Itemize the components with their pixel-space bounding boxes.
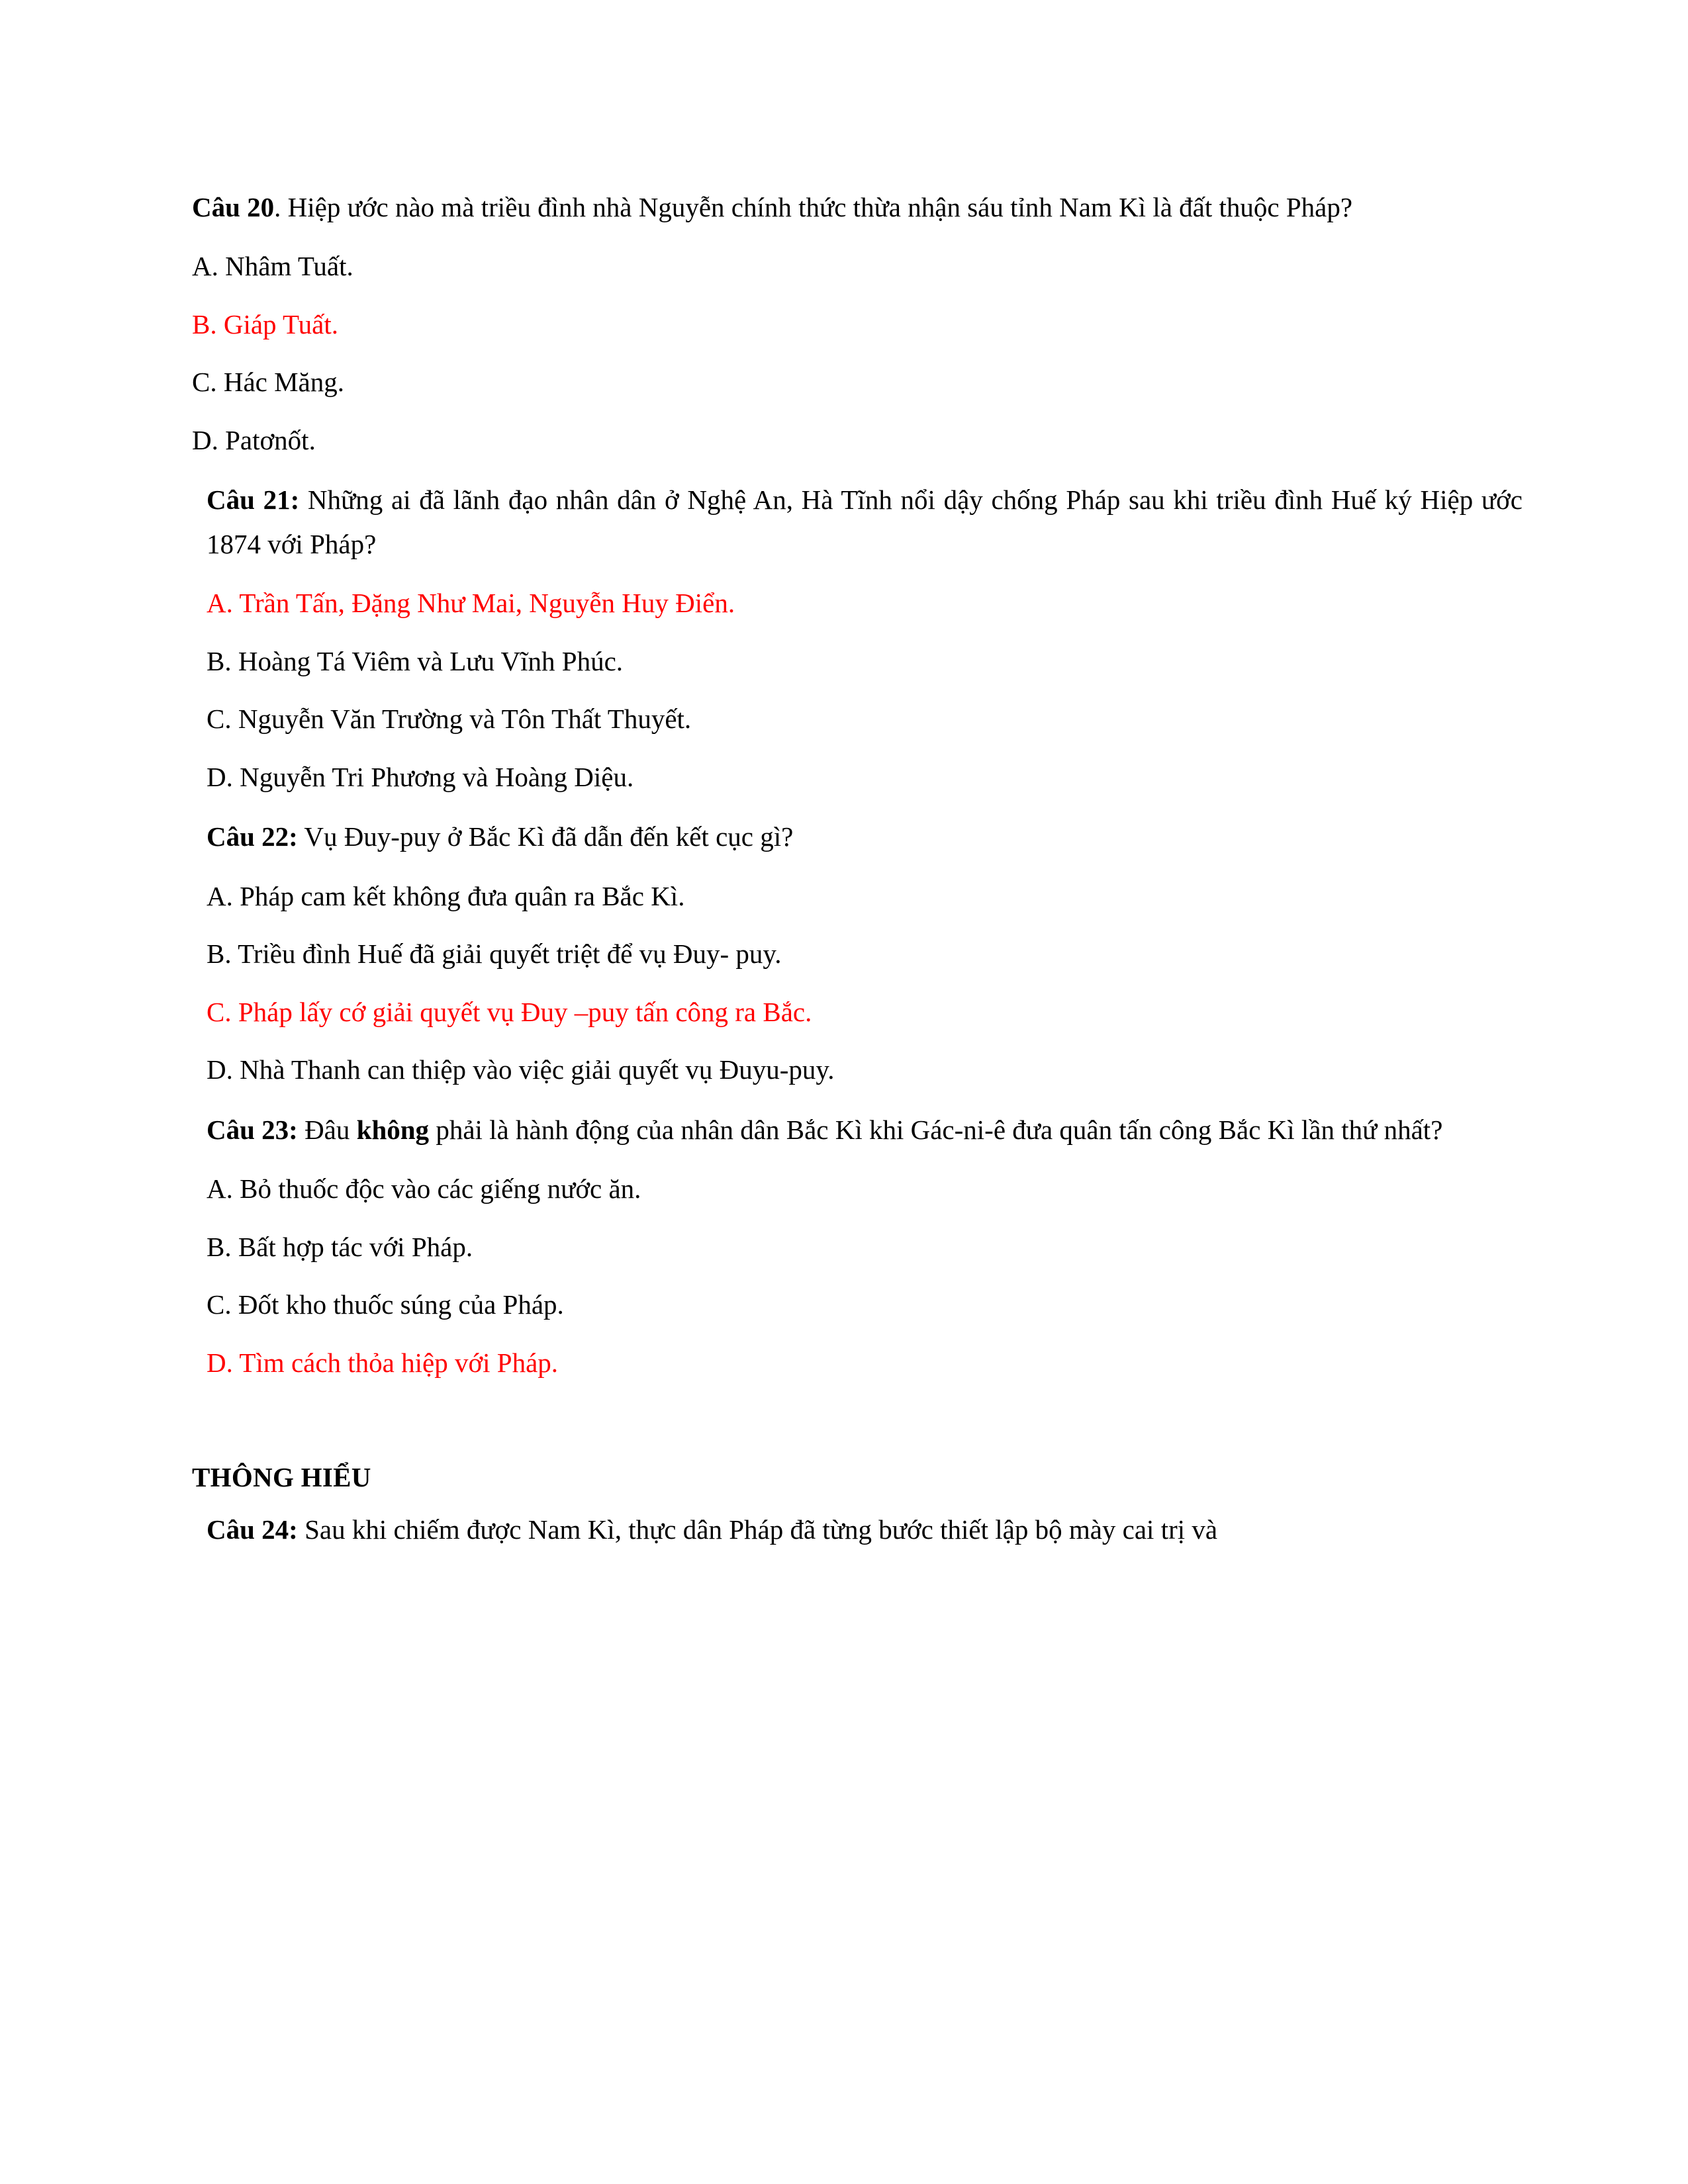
question-text-22: Vụ Đuy-puy ở Bắc Kì đã dẫn đến kết cục gì? — [297, 821, 794, 852]
question-label-20: Câu 20 — [192, 192, 275, 222]
option-22-d[interactable]: D. Nhà Thanh can thiệp vào việc giải quyết vụ Đuyu-puy. — [207, 1054, 835, 1085]
question-stem-24 — [192, 1508, 1523, 1551]
question-text-23-emphasis: không — [356, 1114, 430, 1145]
option-20-c[interactable]: C. Hác Măng. — [192, 367, 345, 398]
question-text-21: Những ai đã lãnh đạo nhân dân ở Nghệ An, Hà Tĩnh nổi dậy chống Pháp sau khi triều đình Huế ký Hiệp ước 1874 với Pháp? — [207, 484, 1523, 559]
option-21-d[interactable]: D. Nguyễn Tri Phương và Hoàng Diệu. — [207, 761, 634, 792]
question-stem-21 — [192, 478, 1523, 566]
question-text-23-post: phải là hành động của nhân dân Bắc Kì khi Gác-ni-ê đưa quân tấn công Bắc Kì lần thứ nhất? — [429, 1114, 1443, 1145]
option-23-c[interactable]: C. Đốt kho thuốc súng của Pháp. — [207, 1289, 564, 1320]
option-20-a[interactable]: A. Nhâm Tuất. — [192, 251, 353, 282]
question-block-23 — [192, 1108, 1523, 1383]
option-20-b[interactable]: B. Giáp Tuất. — [192, 308, 338, 340]
question-text-20: Hiệp ước nào mà triều đình nhà Nguyễn chính thức thừa nhận sáu tỉnh Nam Kì là đất thuộc Pháp? — [281, 192, 1353, 222]
question-label-23: Câu 23: — [207, 1114, 298, 1145]
question-block-24 — [192, 1508, 1523, 1551]
option-21-a[interactable]: A. Trần Tấn, Đặng Như Mai, Nguyễn Huy Điển. — [207, 588, 735, 619]
question-label-21: Câu 21: — [207, 484, 300, 516]
question-block-20 — [192, 185, 1523, 461]
option-20-d[interactable]: D. Patơnốt. — [192, 424, 316, 455]
option-23-d[interactable]: D. Tìm cách thỏa hiệp với Pháp. — [207, 1347, 559, 1378]
question-block-22 — [192, 815, 1523, 1090]
option-23-b[interactable]: B. Bất hợp tác với Pháp. — [207, 1231, 473, 1262]
question-block-21 — [192, 478, 1523, 797]
option-22-c[interactable]: C. Pháp lấy cớ giải quyết vụ Đuy –puy tấn công ra Bắc. — [207, 996, 812, 1027]
question-label-24: Câu 24: — [207, 1514, 298, 1545]
question-text-24: Sau khi chiếm được Nam Kì, thực dân Pháp đã từng bước thiết lập bộ mày cai trị và — [297, 1514, 1218, 1545]
question-separator-20: . — [274, 192, 281, 222]
option-21-b[interactable]: B. Hoàng Tá Viêm và Lưu Vĩnh Phúc. — [207, 645, 624, 676]
option-21-c[interactable]: C. Nguyễn Văn Trường và Tôn Thất Thuyết. — [207, 704, 692, 735]
section-spacer — [192, 1400, 1523, 1461]
question-text-23-pre: Đâu — [297, 1114, 357, 1145]
question-label-22: Câu 22: — [207, 821, 298, 852]
option-23-a[interactable]: A. Bỏ thuốc độc vào các giếng nước ăn. — [207, 1173, 641, 1205]
option-22-a[interactable]: A. Pháp cam kết không đưa quân ra Bắc Kì. — [207, 880, 685, 911]
question-stem-22 — [192, 815, 1523, 858]
question-stem-20 — [192, 185, 1523, 229]
question-stem-23 — [192, 1108, 1523, 1152]
option-22-b[interactable]: B. Triều đình Huế đã giải quyết triệt để vụ Đuy- puy. — [207, 938, 782, 970]
section-heading: THÔNG HIỂU — [192, 1462, 371, 1493]
